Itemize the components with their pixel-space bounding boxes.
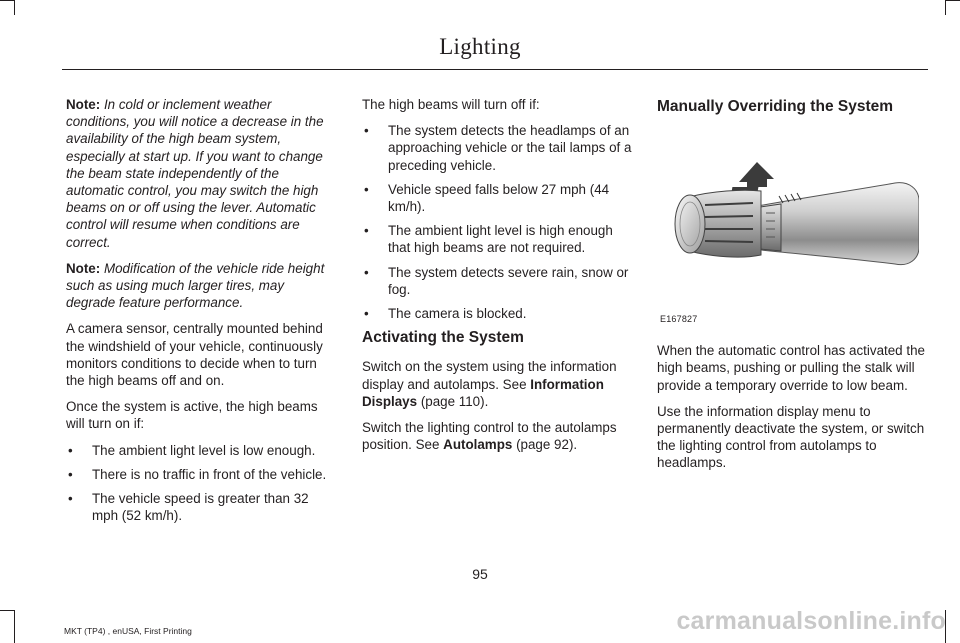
list-item: • The vehicle speed is greater than 32 mph (52 km/h). [68,491,309,524]
page-title: Lighting [439,34,521,59]
left-column [66,96,336,531]
crop-mark [14,0,15,15]
override-paragraph-2: Use the information display menu to permanently deactivate the system, or switch the lighting control from autolamps to headlamps. [657,403,925,471]
right-column [657,96,929,481]
cross-reference-link[interactable]: Information Displays [362,376,604,409]
note-text: Modification of the vehicle ride height such as using much larger tires, may degrade feature performance. [66,260,325,311]
crop-mark [945,0,946,15]
list-item-text: The ambient light level is high enough that high beams are not required. [388,223,613,256]
override-paragraph-1: When the automatic control has activated the high beams, pushing or pulling the stalk will provide a temporary override to low beam. [657,343,925,393]
list-item-text: The ambient light level is low enough. [92,442,316,458]
list-item: • The system detects severe rain, snow or fog. [364,264,629,297]
list-item-text: The system detects severe rain, snow or fog. [388,264,629,297]
list-item-text: The camera is blocked. [388,306,527,322]
page-number: 95 [472,566,488,582]
edition-label: MKT (TP4) , enUSA, First Printing [64,626,192,636]
cross-reference-link[interactable]: Autolamps [443,437,513,453]
crop-mark [14,610,15,643]
activating-paragraph-2: Switch the lighting control to the autolamps position. See Autolamps (page 92). [362,420,617,453]
list-item-text: The system detects the headlamps of an approaching vehicle or the tail lamps of a preceding vehicle. [388,123,632,173]
list-item: • The ambient light level is high enough that high beams are not required. [364,223,613,256]
stalk-illustration [657,127,919,327]
list-item-text: The vehicle speed is greater than 32 mph (52 km/h). [92,491,309,524]
header-divider [62,69,928,70]
list-item: • There is no traffic in front of the vehicle. [68,466,327,482]
turn-on-intro: Once the system is active, the high beams will turn on if: [66,399,318,432]
list-item: • The system detects the headlamps of an approaching vehicle or the tail lamps of a preceding vehicle. [364,123,632,173]
lighting-stalk-drawing [657,127,919,327]
middle-column [362,96,632,462]
list-item: • The ambient light level is low enough. [68,442,316,458]
section-heading: Activating the System [362,329,524,347]
list-item-text: There is no traffic in front of the vehicle. [92,466,327,482]
crop-mark [0,0,14,1]
section-heading: Manually Overriding the System [657,98,894,115]
turn-off-intro: The high beams will turn off if: [362,97,540,112]
list-item-text: Vehicle speed falls below 27 mph (44 km/h). [388,181,610,215]
figure-id: E167827 [660,314,698,325]
watermark: carmanualsonline.info [676,607,946,635]
note-2 [66,260,336,312]
crop-mark [946,0,960,1]
note-text: In cold or inclement weather conditions, you will notice a decrease in the availability of the high beam system, especially at start up. If you want to change the beam state independently of the automatic control, you may switch the high beams on or off using the lever. Automatic control will resume when conditions are correct. [66,97,324,250]
crop-mark [0,610,14,611]
note-1 [66,96,336,251]
note-label: Note: [66,260,101,276]
note-label: Note: [66,97,101,112]
list-item: • The camera is blocked. [364,306,527,322]
list-item: • Vehicle speed falls below 27 mph (44 km/h). [364,181,610,215]
camera-sensor-paragraph: A camera sensor, centrally mounted behind the windshield of your vehicle, continuously monitors conditions to decide when to turn the high beams off and on. [66,321,323,389]
activating-paragraph-1: Switch on the system using the information display and autolamps. See Information Displays (page 110). [362,359,617,409]
